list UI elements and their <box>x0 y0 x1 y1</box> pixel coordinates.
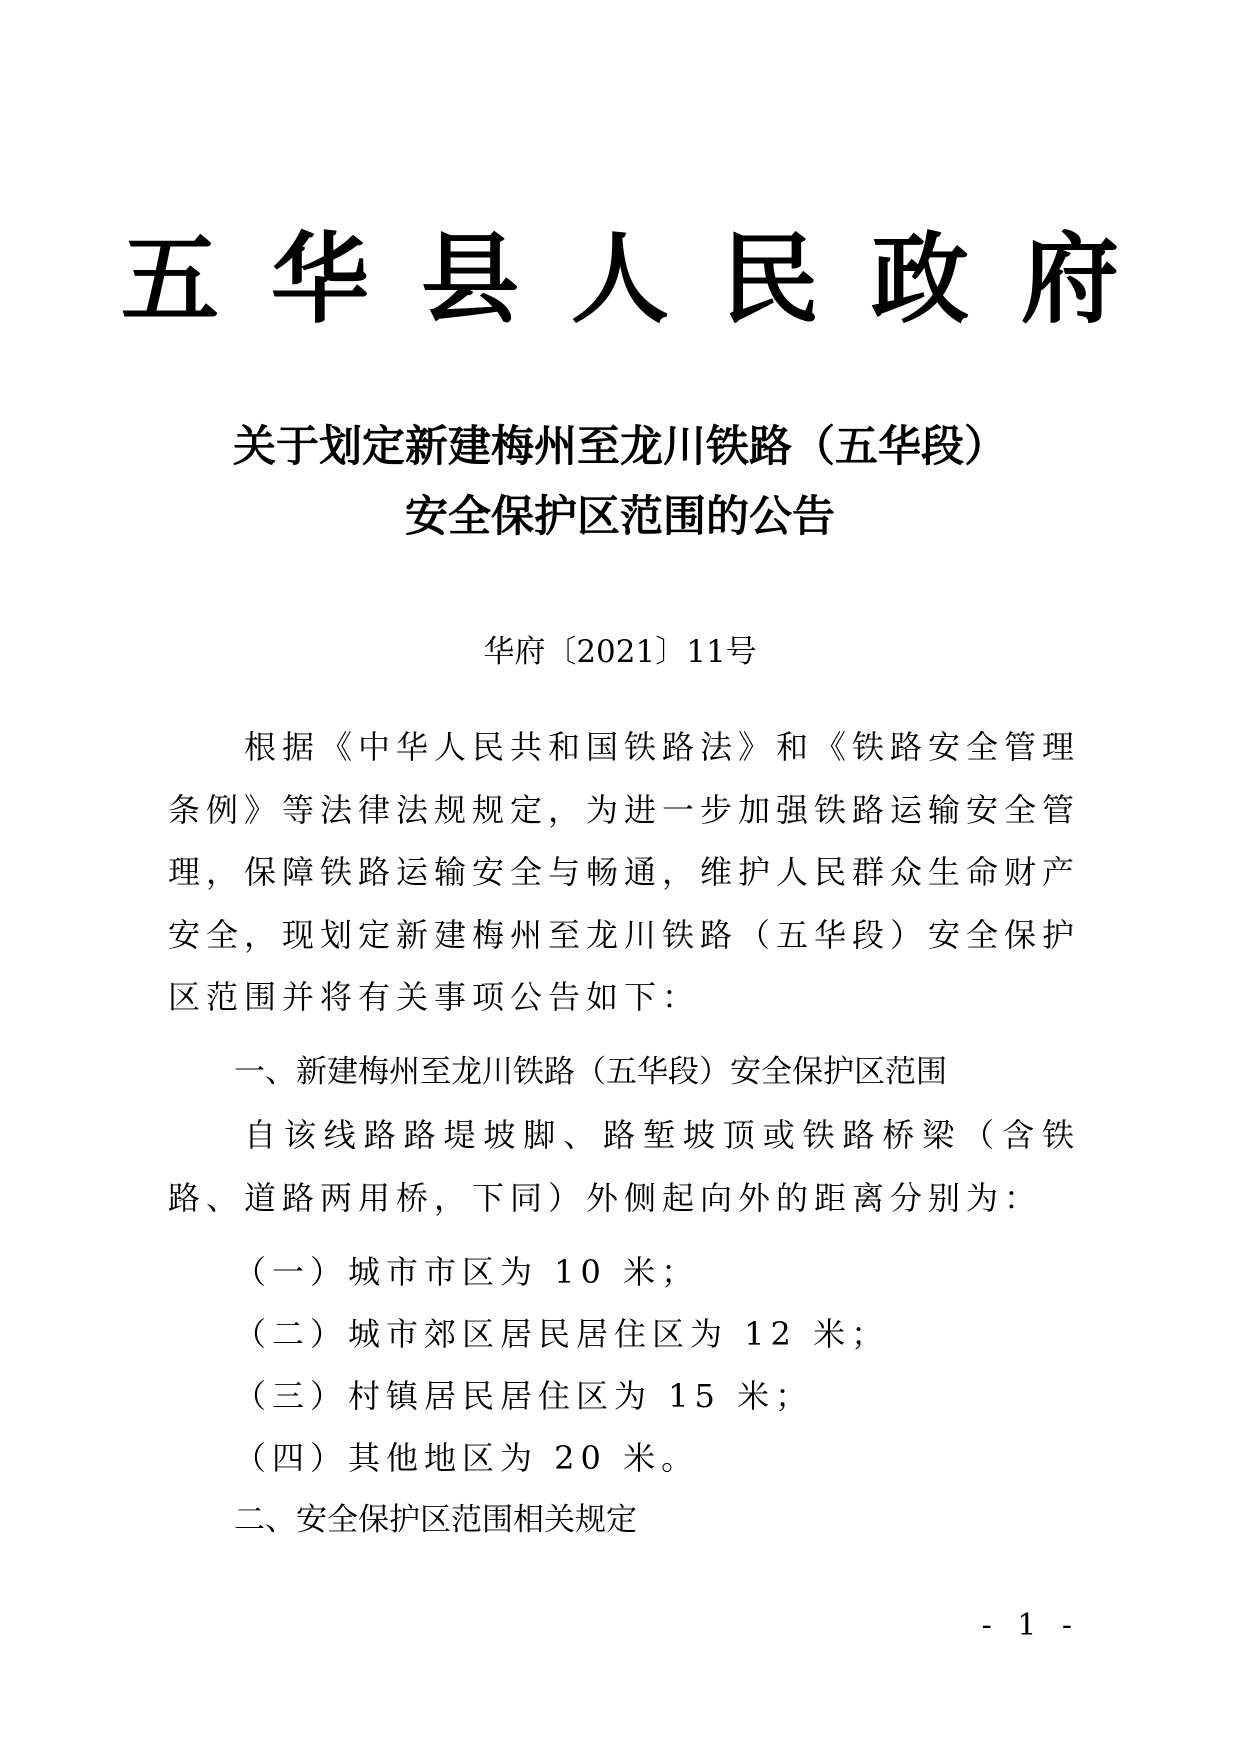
section-1-heading: 一、新建梅州至龙川铁路（五华段）安全保护区范围 <box>234 1054 947 1090</box>
page-number: - 1 - <box>981 1608 1080 1643</box>
section-1-block <box>168 1104 1080 1229</box>
list-item: （一）城市市区为 10 米； <box>234 1253 700 1291</box>
list-item: （三）村镇居民居住区为 15 米； <box>234 1377 814 1415</box>
issuing-authority: 五华县人民政府 <box>120 222 1171 337</box>
intro-paragraph: 根据《中华人民共和国铁路法》和《铁路安全管理条例》等法律法规规定，为进一步加强铁路运输安全管理，保障铁路运输安全与畅通，维护人民群众生命财产安全，现划定新建梅州至龙川铁路（五华段）安全保护区范围并将有关事项公告如下： <box>168 728 1081 1016</box>
document-number: 华府〔2021〕11号 <box>483 634 757 670</box>
list-item: （四）其他地区为 20 米。 <box>234 1439 700 1477</box>
document-title-line-2: 安全保护区范围的公告 <box>405 492 835 542</box>
section-2-heading: 二、安全保护区范围相关规定 <box>234 1502 637 1538</box>
intro-block <box>168 716 1080 1029</box>
section-1-paragraph: 自该线路路堤坡脚、路堑坡顶或铁路桥梁（含铁路、道路两用桥，下同）外侧起向外的距离分别为： <box>168 1116 1080 1217</box>
document-title-line-1: 关于划定新建梅州至龙川铁路（五华段） <box>233 422 1007 472</box>
list-item: （二）城市郊区居民居住区为 12 米； <box>234 1315 890 1353</box>
